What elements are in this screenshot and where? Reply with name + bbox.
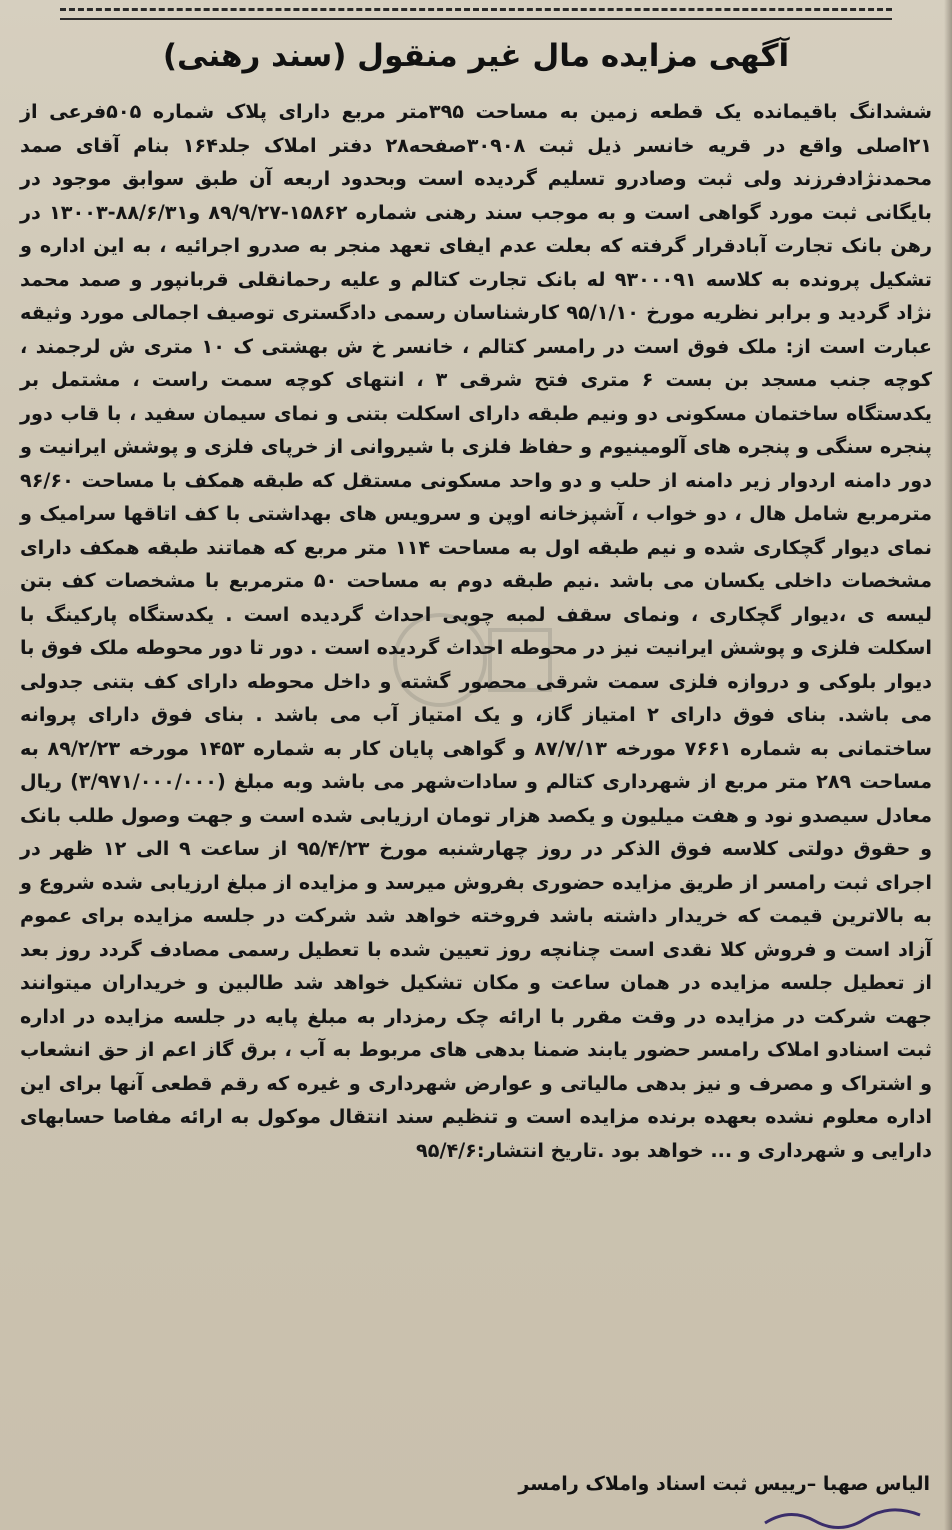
handwritten-mark bbox=[760, 1505, 940, 1530]
top-dashed-rule bbox=[60, 8, 892, 11]
edge-shadow bbox=[944, 0, 952, 1530]
notice-title: آگهی مزایده مال غیر منقول (سند رهنی) bbox=[162, 38, 790, 74]
top-solid-rule bbox=[60, 18, 892, 20]
notice-body: ششدانگ باقیمانده یک قطعه زمین به مساحت ۳۹۵متر مربع دارای پلاک شماره ۵۰۵فرعی از ۲۱اصلی واقع در قریه خانسر ذیل ثبت ۳۰۹۰۸صفحه۲۸ دفتر املاک جلد۱۶۴ بنام آقای صمد محمدنژادفرزند ولی ثبت وصادرو تسلیم گردیده است وبحدود اربعه آن طبق سوابق موجود در بایگانی ثبت مورد گواهی است و به موجب سند رهنی شماره ۱۵۸۶۲-۸۹/۹/۲۷ و۸۸/۶/۳۱-۱۳۰۰۳ در رهن بانک تجارت آبادقرار گرفته که بعلت عدم ایفای تعهد منجر به صدرو اجرائیه ، به این اداره و تشکیل پرونده به کلاسه ۹۳۰۰۰۹۱ له بانک تجارت کتالم و علیه رحمانقلی قربانپور و صمد محمد نژاد گردید و برابر نظریه مورخ ۹۵/۱/۱۰ کارشناسان رسمی دادگستری توصیف اجمالی مورد وثیقه عبارت است از: ملک فوق است در رامسر کتالم ، خانسر خ ش بهشتی ک ۱۰ متری ش لرجمند ، کوچه جنب مسجد بن بست ۶ متری فتح شرقی ۳ ، انتهای کوچه سمت راست ، مشتمل بر یکدستگاه ساختمان مسکونی دو ونیم طبقه دارای اسکلت بتنی و نمای سیمان سفید ، با قاب دور پنجره سنگی و پنجره های آلومینیوم و حفاظ فلزی با شیروانی از خرپای فلزی و پوشش ایرانیت و دور دامنه اردوار زیر دامنه از حلب و دو واحد مسکونی مستقل که طبقه همکف با مساحت ۹۶/۶۰ مترمربع شامل هال ، دو خواب ، آشپزخانه اوپن و سرویس های بهداشتی با کف اتاقها سرامیک و نمای دیوار گچکاری شده و نیم طبقه اول به مساحت ۱۱۴ متر مربع که هماتند طبقه همکف دارای مشخصات داخلی یکسان می باشد .نیم طبقه دوم به مساحت ۵۰ مترمربع با مشخصات کف بتن لیسه ی ،دیوار گچکاری ، ونمای سقف لمبه چوبی احداث گردیده است . یکدستگاه پارکینگ با اسکلت فلزی و پوشش ایرانیت نیز در محوطه احداث گردیده است . دور تا دور محوطه ملک فوق با دیوار بلوکی و دروازه فلزی سمت شرقی محصور گشته و داخل محوطه دارای کف بتنی جدولی می باشد. بنای فوق دارای ۲ امتیاز گاز، و یک امتیاز آب می باشد . بنای فوق دارای پروانه ساختمانی به شماره ۷۶۶۱ مورخه ۸۷/۷/۱۳ و گواهی پایان کار به شماره ۱۴۵۳ مورخه ۸۹/۲/۲۳ به مساحت ۲۸۹ متر مربع از شهرداری کتالم و سادات‌شهر می باشد وبه مبلغ (۳/۹۷۱/۰۰۰/۰۰۰) ریال معادل سیصدو نود و هفت میلیون و یکصد هزار تومان ارزیابی شده است و جهت وصول طلب بانک و حقوق دولتی کلاسه فوق الذکر در روز چهارشنبه مورخ ۹۵/۴/۲۳ از ساعت ۹ الی ۱۲ ظهر در اجرای ثبت رامسر از طریق مزایده حضوری بفروش میرسد و مزایده از مبلغ ارزیابی شده شروع و به بالاترین قیمت که خریدار داشته باشد فروخته خواهد شد شرکت در جلسه مزایده برای عموم آزاد است و فروش کلا نقدی است چنانچه روز تعیین شده با تعطیل رسمی مصادف گردد روز بعد از تعطیل جلسه مزایده در همان ساعت و مکان تشکیل خواهد شد طالبین و خریداران میتوانند جهت شرکت در مزایده در وقت مقرر با ارائه چک رمزدار به مبلغ پایه در جلسه مزایده در اداره ثبت اسنادو املاک رامسر حضور یابند ضمنا بدهی های مربوط به آب ، برق گاز اعم از حق انشعاب و اشتراک و مصرف و نیز بدهی مالیاتی و عوارض شهرداری و غیره که رقم قطعی آنها برای این اداره معلوم نشده بعهده برنده مزایده است و تنظیم سند انتقال موکول به ارائه مفاصا حسابهای دارایی و شهرداری و ... خواهد بود .تاریخ انتشار:۹۵/۴/۶ bbox=[20, 100, 933, 1162]
notice-signature: الیاس صهبا –رییس ثبت اسناد واملاک رامسر bbox=[518, 1473, 930, 1495]
